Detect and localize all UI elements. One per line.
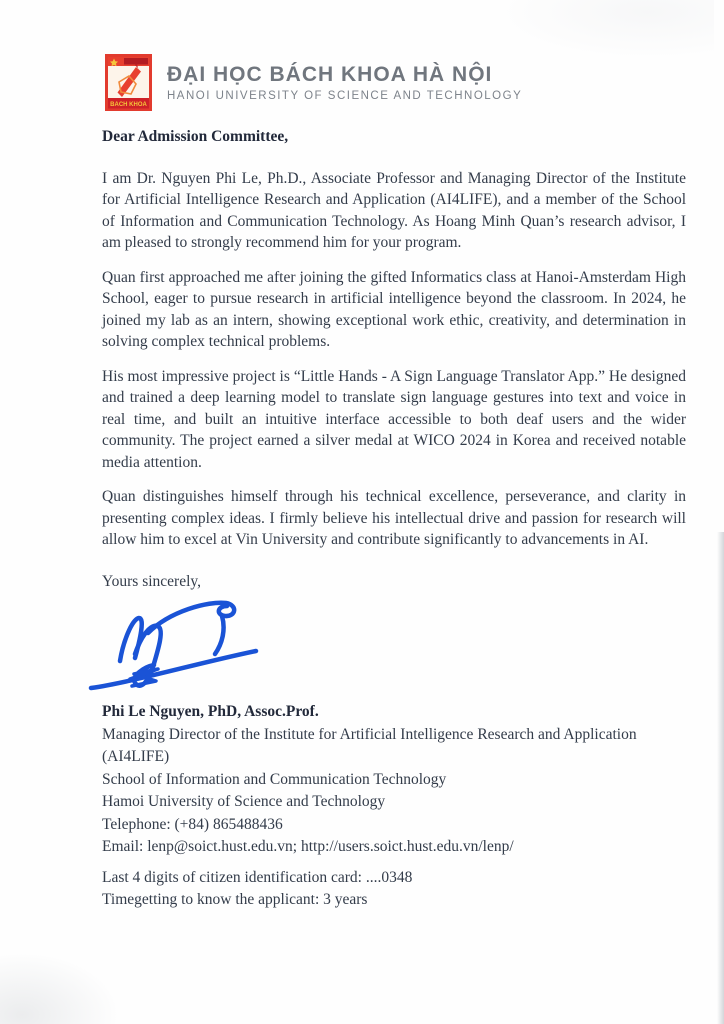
scan-artifact: [494, 0, 714, 60]
letter-body: [102, 126, 686, 912]
signer-school: School of Information and Communication Technology: [102, 770, 447, 788]
university-name-vi: ĐẠI HỌC BÁCH KHOA HÀ NỘI: [167, 63, 493, 86]
signature-ink-icon: [88, 595, 318, 695]
scan-artifact: [717, 532, 724, 1024]
letter-paragraph-2: Quan first approached me after joining the gifted Informatics class at Hanoi-Amsterdam High School, eager to pursue research in artificial intelligence beyond the classroom. In 2024, he joined my lab as an intern, showing exceptional work ethic, creativity, and determination in solving complex technical problems.: [102, 268, 686, 350]
university-name-en: HANOI UNIVERSITY OF SCIENCE AND TECHNOLOGY: [167, 90, 523, 102]
handwritten-signature: [88, 595, 318, 695]
letter-paragraph-4: Quan distinguishes himself through his technical excellence, perseverance, and clarity in presenting complex ideas. I firmly believe his intellectual drive and passion for research will allow him to excel at Vin University and contribute significantly to advancements in AI.: [102, 488, 686, 548]
letterhead-text: [167, 63, 522, 102]
letterhead: [105, 54, 522, 111]
logo-bottom-text: BACH KHOA: [110, 101, 147, 108]
university-logo-icon: [105, 54, 152, 111]
signature-block: [102, 701, 686, 859]
signer-university: Hamoi University of Science and Technology: [102, 793, 386, 810]
closing-phrase: Yours sincerely,: [102, 572, 202, 590]
time-known-line: Timegetting to know the applicant: 3 years: [102, 891, 368, 908]
scan-artifact: [0, 952, 120, 1024]
signer-telephone: Telephone: (+84) 865488436: [102, 815, 283, 833]
salutation: Dear Admission Committee,: [102, 128, 289, 145]
signer-role: Managing Director of the Institute for Artificial Intelligence Research and Application (AI4LIFE): [102, 725, 637, 765]
letter-footer: [102, 867, 686, 912]
letter-paragraph-3: His most impressive project is “Little Hands - A Sign Language Translator App.” He designed and trained a deep learning model to translate sign language gestures into text and voice in real time, and built an intuitive interface accessible to both deaf users and the wider community. The project earned a silver medal at WICO 2024 in Korea and received notable media attention.: [102, 367, 686, 471]
citizen-id-line: Last 4 digits of citizen identification card: ....0348: [102, 868, 413, 886]
signer-email-url: Email: lenp@soict.hust.edu.vn; http://users.soict.hust.edu.vn/lenp/: [102, 838, 514, 855]
letter-paragraph-1: I am Dr. Nguyen Phi Le, Ph.D., Associate Professor and Managing Director of the Institute for Artificial Intelligence Research and Application (AI4LIFE), and a member of the School of Information and Communication Technology. As Hoang Minh Quan’s research advisor, I am pleased to strongly recommend him for your program.: [102, 169, 686, 251]
signer-name: Phi Le Nguyen, PhD, Assoc.Prof.: [102, 703, 319, 720]
